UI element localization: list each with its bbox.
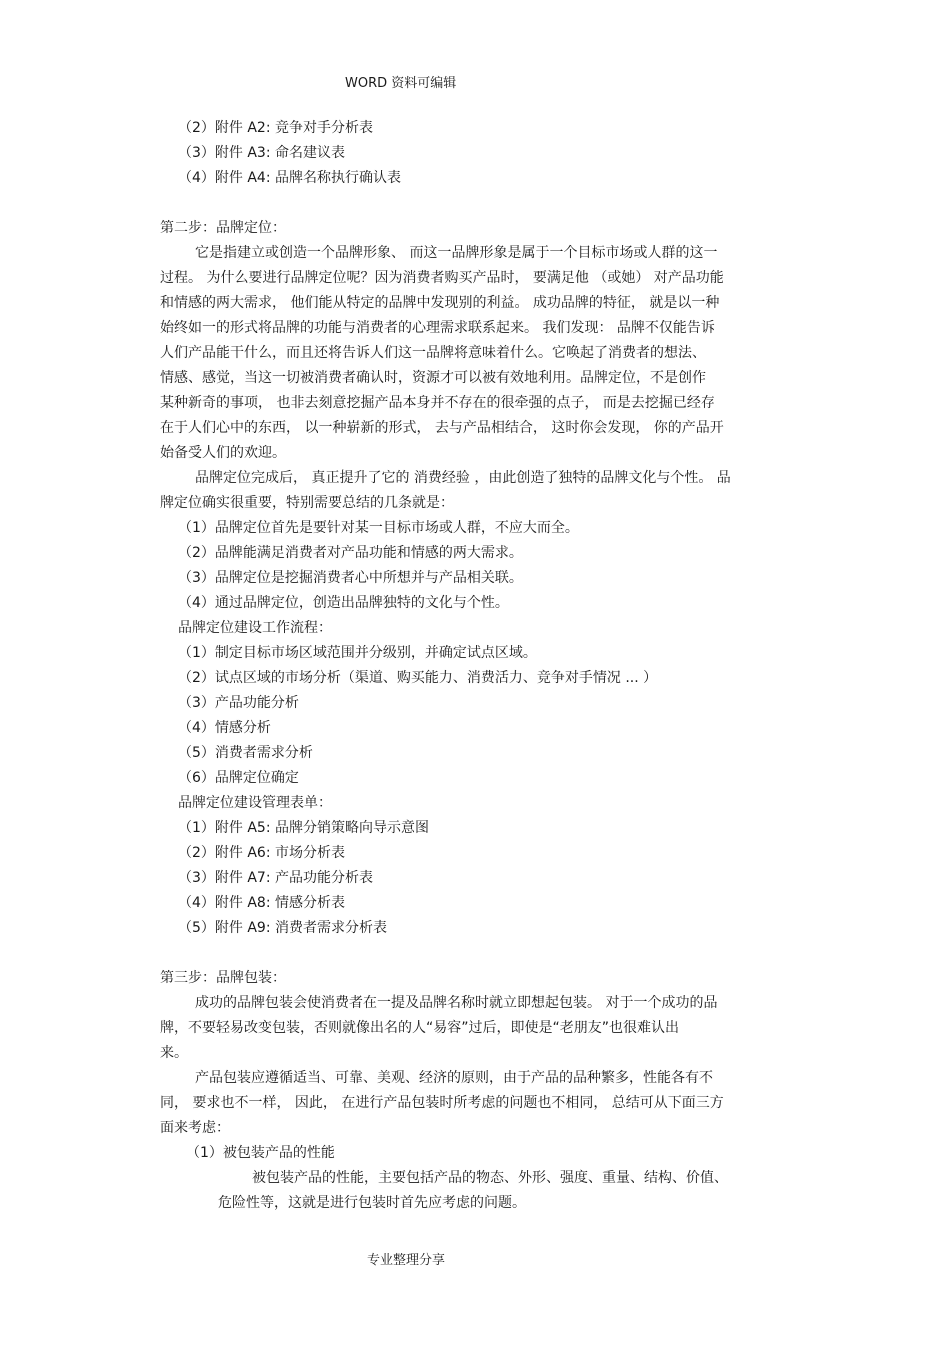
paragraph-line: 它是指建立或创造一个品牌形象、 而这一品牌形象是属于一个目标市场或人群的这一	[195, 245, 718, 261]
paragraph-line: 被包装产品的性能，主要包括产品的物态、外形、强度、重量、结构、价值、	[252, 1170, 728, 1186]
paragraph-line: 始终如一的形式将品牌的功能与消费者的心理需求联系起来。 我们发现： 品牌不仅能告诉	[160, 320, 715, 336]
list-item: （6）品牌定位确定	[178, 770, 299, 786]
forms-heading: 品牌定位建设管理表单：	[178, 795, 332, 811]
list-item: （1）品牌定位首先是要针对某一目标市场或人群，不应大而全。	[178, 520, 579, 536]
list-item: （4）情感分析	[178, 720, 271, 736]
list-item: （2）试点区域的市场分析（渠道、购买能力、消费活力、竞争对手情况 ... ）	[178, 670, 658, 686]
paragraph-line: 牌定位确实很重要，特别需要总结的几条就是：	[160, 495, 454, 511]
page-footer: 专业整理分享	[367, 1253, 446, 1268]
attachment-a2: （2）附件 A2: 竞争对手分析表	[178, 120, 374, 136]
list-item: （3）产品功能分析	[178, 695, 299, 711]
paragraph-line: 人们产品能干什么，而且还将告诉人们这一品牌将意味着什么。它唤起了消费者的想法、	[160, 345, 706, 361]
step3-heading: 第三步：品牌包装：	[160, 970, 286, 986]
paragraph-line: 品牌定位完成后， 真正提升了它的 消费经验 ，由此创造了独特的品牌文化与个性。 品	[195, 470, 731, 486]
paragraph-line: 和情感的两大需求， 他们能从特定的品牌中发现别的利益。 成功品牌的特征， 就是以一种	[160, 295, 720, 311]
list-item: （5）消费者需求分析	[178, 745, 313, 761]
attachment-a6: （2）附件 A6: 市场分析表	[178, 845, 346, 861]
page-header: WORD 资料可编辑	[345, 76, 457, 91]
paragraph-line: 危险性等，这就是进行包装时首先应考虑的问题。	[218, 1195, 526, 1211]
paragraph-line: 在于人们心中的东西， 以一种崭新的形式， 去与产品相结合， 这时你会发现， 你的产品开	[160, 420, 724, 436]
attachment-a4: （4）附件 A4: 品牌名称执行确认表	[178, 170, 402, 186]
paragraph-line: 产品包装应遵循适当、可靠、美观、经济的原则，由于产品的品种繁多，性能各有不	[195, 1070, 713, 1086]
attachment-a5: （1）附件 A5: 品牌分销策略向导示意图	[178, 820, 430, 836]
list-item: （2）品牌能满足消费者对产品功能和情感的两大需求。	[178, 545, 523, 561]
attachment-a3: （3）附件 A3: 命名建议表	[178, 145, 346, 161]
paragraph-line: 牌，不要轻易改变包装，否则就像出名的人“易容”过后，即使是“老朋友”也很难认出	[160, 1020, 680, 1036]
list-item: （4）通过品牌定位，创造出品牌独特的文化与个性。	[178, 595, 509, 611]
list-item: （3）品牌定位是挖掘消费者心中所想并与产品相关联。	[178, 570, 523, 586]
paragraph-line: 某种新奇的事项， 也非去刻意挖掘产品本身并不存在的很牵强的点子， 而是去挖掘已经存	[160, 395, 715, 411]
list-item: （1）制定目标市场区域范围并分级别，并确定试点区域。	[178, 645, 537, 661]
step2-heading: 第二步：品牌定位：	[160, 220, 286, 236]
attachment-a9: （5）附件 A9: 消费者需求分析表	[178, 920, 388, 936]
paragraph-line: 面来考虑：	[160, 1120, 230, 1136]
list-item: （1）被包装产品的性能	[186, 1145, 335, 1161]
attachment-a8: （4）附件 A8: 情感分析表	[178, 895, 346, 911]
paragraph-line: 成功的品牌包装会使消费者在一提及品牌名称时就立即想起包装。 对于一个成功的品	[195, 995, 718, 1011]
paragraph-line: 始备受人们的欢迎。	[160, 445, 286, 461]
workflow-heading: 品牌定位建设工作流程：	[178, 620, 332, 636]
paragraph-line: 情感、感觉，当这一切被消费者确认时，资源才可以被有效地利用。品牌定位，不是创作	[160, 370, 706, 386]
paragraph-line: 来。	[160, 1045, 188, 1061]
attachment-a7: （3）附件 A7: 产品功能分析表	[178, 870, 374, 886]
paragraph-line: 过程。 为什么要进行品牌定位呢？因为消费者购买产品时， 要满足他 （或她） 对产品功能	[160, 270, 724, 286]
paragraph-line: 同， 要求也不一样， 因此， 在进行产品包装时所考虑的问题也不相同， 总结可从下面三方	[160, 1095, 724, 1111]
